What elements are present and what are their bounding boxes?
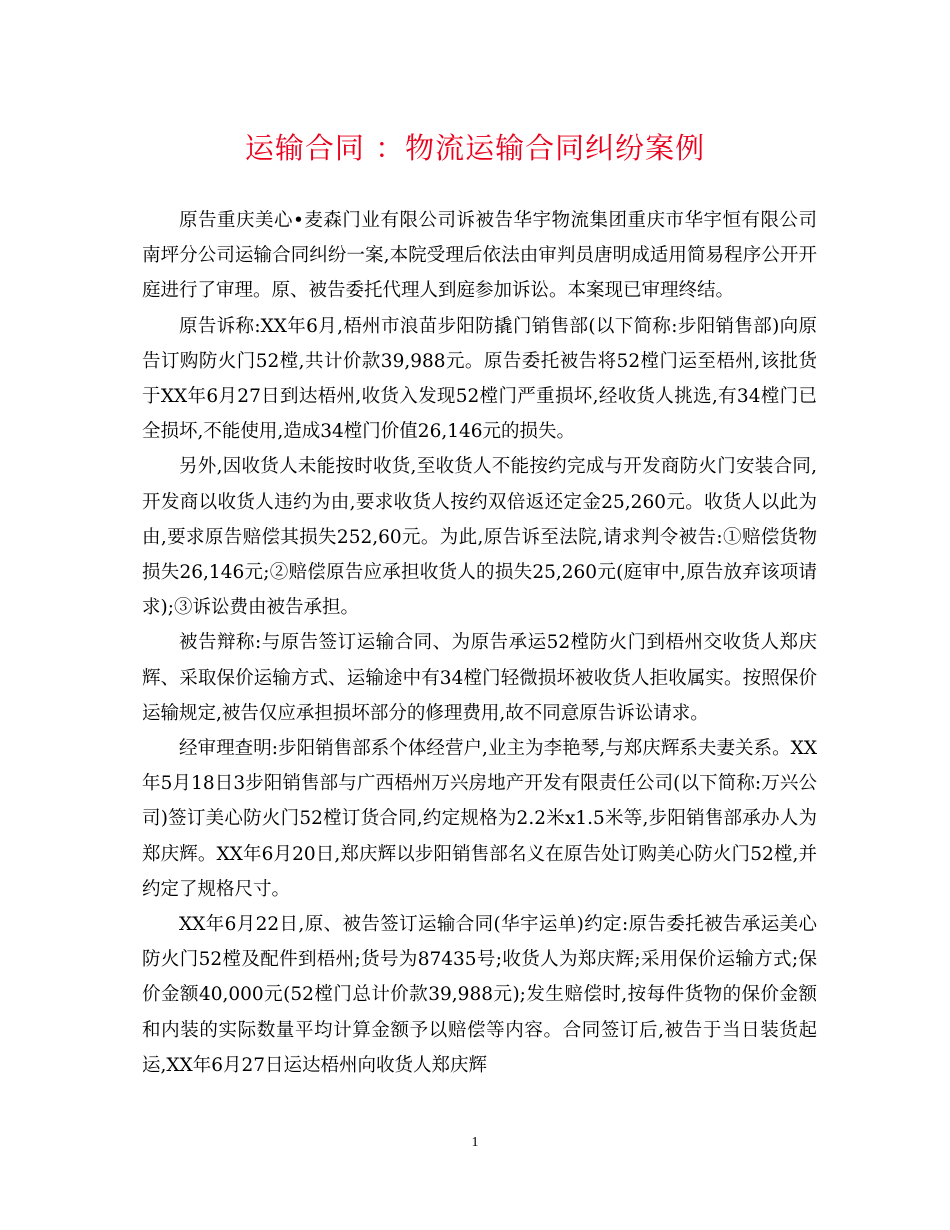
paragraph-defendant-reply: 被告辩称:与原告签订运输合同、为原告承运52樘防火门到梧州交收货人郑庆辉、采取保价运输方式、运输途中有34樘门轻微损坏被收货人拒收属实。按照保价运输规定,被告仅应承担损坏部分的修理费用,故不同意原告诉讼请求。 — [142, 632, 817, 724]
document-body — [142, 203, 817, 1083]
document-title: 运输合同 ：物流运输合同纠纷案例 — [244, 131, 706, 165]
paragraph-contract: XX年6月22日,原、被告签订运输合同(华宇运单)约定:原告委托被告承运美心防火门52樘及配件到梧州;货号为87435号;收货人为郑庆辉;采用保价运输方式;保价金额40,000元(52樘门总计价款39,988元);发生赔偿时,按每件货物的保价金额和内装的实际数量平均计算金额予以赔偿等内容。合同签订后,被告于当日装货起运,XX年6月27日运达梧州向收货人郑庆辉 — [142, 914, 817, 1076]
page-number: 1 — [471, 1135, 479, 1150]
paragraph-plaintiff-claim: 原告诉称:XX年6月,梧州市浪苗步阳防撬门销售部(以下简称:步阳销售部)向原告订购防火门52樘,共计价款39,988元。原告委托被告将52樘门运至梧州,该批货于XX年6月27日到达梧州,收货入发现52樘门严重损坏,经收货人挑选,有34樘门已全损坏,不能使用,造成34樘门价值26,146元的损失。 — [142, 315, 817, 443]
paragraph-findings: 经审理查明:步阳销售部系个体经营户,业主为李艳琴,与郑庆辉系夫妻关系。XX年5月18日3步阳销售部与广西梧州万兴房地产开发有限责任公司(以下简称:万兴公司)签订美心防火门52樘订货合同,约定规格为2.2米x1.5米等,步阳销售部承办人为郑庆辉。XX年6月20日,郑庆辉以步阳销售部名义在原告处订购美心防火门52樘,并约定了规格尺寸。 — [142, 738, 817, 900]
paragraph-additional-loss: 另外,因收货人未能按时收货,至收货人不能按约完成与开发商防火门安装合同,开发商以收货人违约为由,要求收货人按约双倍返还定金25,260元。收货人以此为由,要求原告赔偿其损失252,60元。为此,原告诉至法院,请求判令被告:①赔偿货物损失26,146元;②赔偿原告应承担收货人的损失25,260元(庭审中,原告放弃该项请求);③诉讼费由被告承担。 — [142, 456, 817, 619]
paragraph-intro: 原告重庆美心•麦森门业有限公司诉被告华宇物流集团重庆市华宇恒有限公司南坪分公司运输合同纠纷一案,本院受理后依法由审判员唐明成适用简易程序公开开庭进行了审理。原、被告委托代理人到庭参加诉讼。本案现已审理终结。 — [142, 210, 817, 302]
